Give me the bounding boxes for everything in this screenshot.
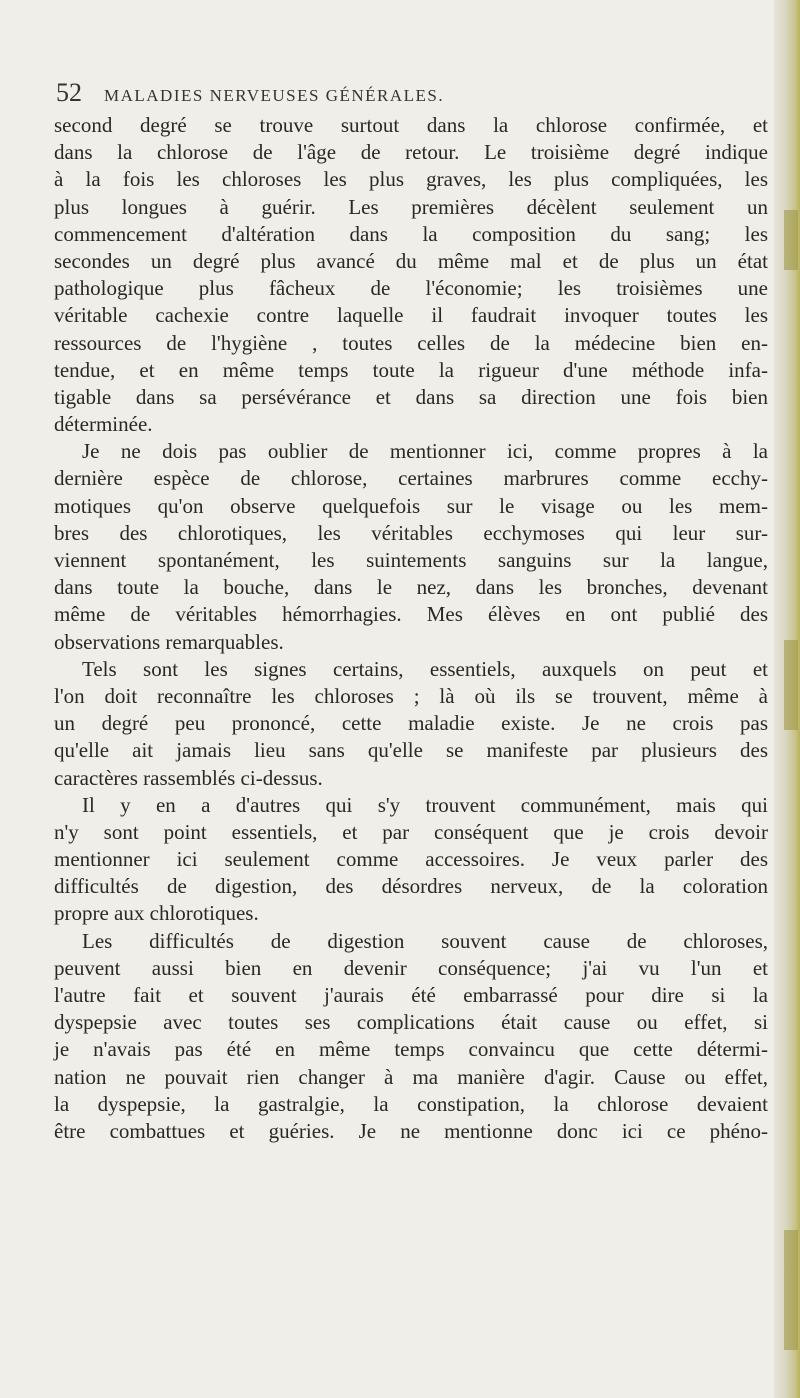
text-line: Tels sont les signes certains, essentiels, auxquels on peut et — [82, 656, 768, 681]
text-line: nation ne pouvait rien changer à ma manière d'agir. Cause ou effet, — [54, 1064, 768, 1089]
text-line: je n'avais pas été en même temps convaincu que cette détermi- — [54, 1037, 768, 1062]
text-line: bres des chlorotiques, les véritables ecchymoses qui leur sur- — [54, 520, 768, 545]
text-line: l'autre fait et souvent j'aurais été embarrassé pour dire si la — [54, 983, 768, 1007]
text-line: viennent spontanément, les suintements sanguins sur la langue, — [54, 548, 768, 572]
page-edge — [774, 0, 800, 1398]
edge-stain — [784, 1230, 798, 1350]
text-line: qu'elle ait jamais lieu sans qu'elle se manifeste par plusieurs des — [54, 738, 768, 763]
edge-stain — [784, 210, 798, 270]
text-line: dans toute la bouche, dans le nez, dans les bronches, devenant — [54, 575, 768, 600]
text-line: commencement d'altération dans la composition du sang; les — [54, 221, 768, 246]
text-line: même de véritables hémorrhagies. Mes élèves en ont publié des — [54, 602, 768, 627]
text-line: ressources de l'hygiène , toutes celles de la médecine bien en- — [54, 330, 768, 355]
text-line: peuvent aussi bien en devenir conséquence; j'ai vu l'un et — [54, 955, 768, 980]
text-line: caractères rassemblés ci-dessus. — [54, 765, 323, 790]
text-line: propre aux chlorotiques. — [54, 901, 259, 926]
text-line: plus longues à guérir. Les premières décèlent seulement un — [54, 194, 768, 219]
text-line: déterminée. — [54, 412, 153, 437]
text-line: véritable cachexie contre laquelle il faudrait invoquer toutes les — [54, 303, 768, 328]
text-line: observations remarquables. — [54, 629, 284, 654]
page-header — [56, 78, 756, 112]
text-line: l'on doit reconnaître les chloroses ; là où ils se trouvent, même à — [54, 683, 768, 708]
text-line: difficultés de digestion, des désordres nerveux, de la coloration — [54, 874, 768, 899]
text-line: motiques qu'on observe quelquefois sur le visage ou les mem- — [54, 493, 768, 518]
text-line: un degré peu prononcé, cette maladie existe. Je ne crois pas — [54, 711, 768, 736]
text-line: dyspepsie avec toutes ses complications était cause ou effet, si — [54, 1010, 768, 1035]
text-line: la dyspepsie, la gastralgie, la constipation, la chlorose devaient — [54, 1091, 768, 1116]
text-line: secondes un degré plus avancé du même mal et de plus un état — [54, 248, 768, 273]
text-line: tigable dans sa persévérance et dans sa direction une fois bien — [54, 384, 768, 409]
text-line: n'y sont point essentiels, et par conséquent que je crois devoir — [54, 819, 768, 844]
text-line: Il y en a d'autres qui s'y trouvent communément, mais qui — [82, 792, 768, 817]
text-line: Les difficultés de digestion souvent cause de chloroses, — [82, 928, 768, 953]
text-line: dans la chlorose de l'âge de retour. Le troisième degré indique — [54, 140, 768, 165]
text-line: dernière espèce de chlorose, certaines marbrures comme ecchy- — [54, 466, 768, 491]
body-text — [54, 112, 768, 1145]
text-line: à la fois les chloroses les plus graves, les plus compliquées, les — [54, 167, 768, 192]
text-line: Je ne dois pas oublier de mentionner ici, comme propres à la — [82, 439, 768, 464]
edge-stain — [784, 640, 798, 730]
text-line: mentionner ici seulement comme accessoires. Je veux parler des — [54, 847, 768, 872]
text-line: tendue, et en même temps toute la rigueur d'une méthode infa- — [54, 357, 768, 382]
page-number: 52 — [56, 78, 82, 107]
text-line: second degré se trouve surtout dans la chlorose confirmée, et — [54, 113, 768, 137]
text-line: pathologique plus fâcheux de l'économie; les troisièmes une — [54, 276, 768, 301]
text-line: être combattues et guéries. Je ne mentionne donc ici ce phéno- — [54, 1118, 768, 1143]
running-head: MALADIES NERVEUSES GÉNÉRALES. — [104, 86, 445, 105]
